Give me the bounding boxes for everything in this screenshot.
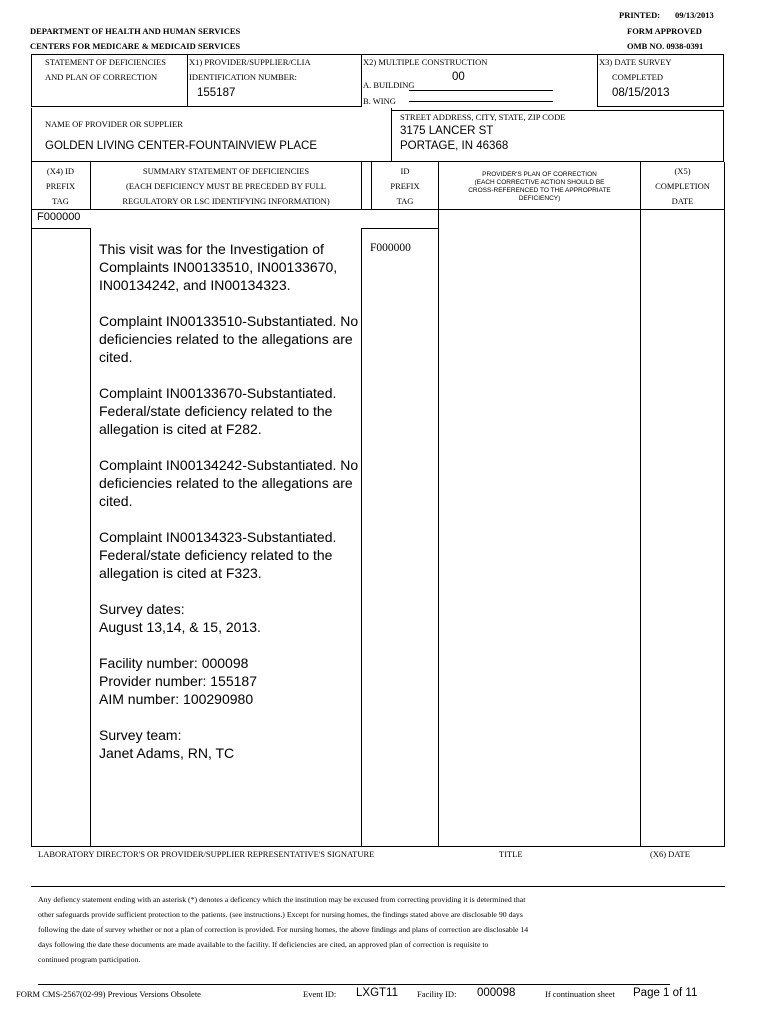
- summary-header-line2: (EACH DEFICIENCY MUST BE PRECEDED BY FULL: [126, 181, 326, 191]
- facility-id-label: Facility ID:: [417, 989, 457, 999]
- building-label: A. BUILDING: [363, 80, 415, 90]
- disclaimer-line: days following the date these documents are made available to the facility. If deficiencies are cited, an approved plan of correction is requisite to: [38, 940, 489, 949]
- summary-paragraph: Survey dates: August 13,14, & 15, 2013.: [99, 601, 261, 635]
- summary-paragraph: Complaint IN00134323-Substantiated. Federal/state deficiency related to the allegation is cited at F323.: [99, 529, 337, 581]
- disclaimer-line: other safeguards provide sufficient protection to the patients. (see instructions.) Except for nursing homes, the findings stated above are disclosable 90 days: [38, 910, 523, 919]
- x1-label-line1: X1) PROVIDER/SUPPLIER/CLIA: [189, 57, 311, 67]
- disclaimer-line: continued program participation.: [38, 955, 141, 964]
- summary-paragraph: Facility number: 000098 Provider number: 155187 AIM number: 100290980: [99, 655, 257, 707]
- printed-label: PRINTED:: [619, 10, 661, 20]
- summary-paragraph: Complaint IN00133670-Substantiated. Federal/state deficiency related to the allegation is cited at F282.: [99, 385, 337, 437]
- disclaimer: [38, 892, 638, 967]
- plan-header-line4: DEFICIENCY): [518, 195, 561, 202]
- wing-label: B. WING: [363, 96, 396, 106]
- summary-paragraph: This visit was for the Investigation of Complaints IN00133510, IN00133670, IN00134242, and IN00134323.: [99, 241, 338, 293]
- signature-label: LABORATORY DIRECTOR'S OR PROVIDER/SUPPLIER REPRESENTATIVE'S SIGNATURE: [38, 849, 375, 859]
- x5-header-line2: COMPLETION: [655, 181, 710, 191]
- provider-id-value: 155187: [197, 87, 236, 99]
- plan-header-line1: PROVIDER'S PLAN OF CORRECTION: [482, 171, 597, 178]
- disclaimer-line: Any defiency statement ending with an asterisk (*) denotes a deficency which the institution may be excused from correcting providing it is determined that: [38, 895, 526, 904]
- omb-number: OMB NO. 0938-0391: [627, 41, 704, 51]
- x1-label-line2: IDENTIFICATION NUMBER:: [189, 72, 297, 82]
- id-header-line3: TAG: [396, 196, 414, 206]
- summary-header-line3: REGULATORY OR LSC IDENTIFYING INFORMATION): [122, 196, 330, 206]
- address-label: STREET ADDRESS, CITY, STATE, ZIP CODE: [400, 112, 566, 122]
- date-label: (X6) DATE: [650, 849, 690, 859]
- centers-name: CENTERS FOR MEDICARE & MEDICAID SERVICES: [30, 41, 241, 51]
- x4-header-line2: PREFIX: [45, 181, 76, 191]
- summary-paragraph: Complaint IN00133510-Substantiated. No deficiencies related to the allegations are cited.: [99, 313, 359, 365]
- form-approved: FORM APPROVED: [627, 26, 702, 36]
- form-number: FORM CMS-2567(02-99) Previous Versions Obsolete: [16, 989, 201, 999]
- survey-date-value: 08/15/2013: [612, 87, 670, 99]
- address-line2: PORTAGE, IN 46368: [400, 140, 509, 152]
- title-label: TITLE: [499, 849, 523, 859]
- deficiency-summary: [99, 240, 361, 762]
- id-header-line1: ID: [400, 166, 410, 176]
- x5-header-line3: DATE: [671, 196, 694, 206]
- page-number: Page 1 of 11: [633, 987, 698, 999]
- right-prefix-tag: F000000: [370, 242, 411, 254]
- facility-id-value: 000098: [477, 987, 516, 999]
- continuation-label: If continuation sheet: [545, 989, 615, 999]
- plan-header-line2: (EACH CORRECTIVE ACTION SHOULD BE: [474, 179, 605, 186]
- statement-label-line2: AND PLAN OF CORRECTION: [45, 72, 158, 82]
- plan-header-line3: CROSS-REFERENCED TO THE APPROPRIATE: [468, 187, 611, 194]
- disclaimer-line: following the date of survey whether or not a plan of correction is provided. For nursing homes, the above findings and plans of correction are disclosable 14: [38, 925, 529, 934]
- statement-label-line1: STATEMENT OF DEFICIENCIES: [45, 57, 167, 67]
- id-header-line2: PREFIX: [390, 181, 420, 191]
- building-value: 00: [452, 71, 465, 83]
- provider-name-value: GOLDEN LIVING CENTER-FOUNTAINVIEW PLACE: [45, 140, 317, 152]
- x3-label-line2: COMPLETED: [612, 72, 663, 82]
- provider-name-label: NAME OF PROVIDER OR SUPPLIER: [45, 119, 183, 129]
- left-prefix-tag: F000000: [37, 211, 81, 223]
- summary-paragraph: Survey team: Janet Adams, RN, TC: [99, 727, 235, 761]
- x3-label-line1: X3) DATE SURVEY: [599, 57, 672, 67]
- summary-header-line1: SUMMARY STATEMENT OF DEFICIENCIES: [142, 166, 310, 176]
- x2-label: X2) MULTIPLE CONSTRUCTION: [363, 57, 488, 67]
- x5-header-line1: (X5): [674, 166, 691, 176]
- event-id-value: LXGT11: [356, 987, 398, 999]
- summary-paragraph: Complaint IN00134242-Substantiated. No deficiencies related to the allegations are cited.: [99, 457, 359, 509]
- address-line1: 3175 LANCER ST: [400, 125, 494, 137]
- department-name: DEPARTMENT OF HEALTH AND HUMAN SERVICES: [30, 26, 241, 36]
- printed-date: 09/13/2013: [675, 10, 714, 20]
- event-id-label: Event ID:: [303, 989, 337, 999]
- x4-header-line3: TAG: [52, 196, 69, 206]
- x4-header-line1: (X4) ID: [46, 166, 75, 176]
